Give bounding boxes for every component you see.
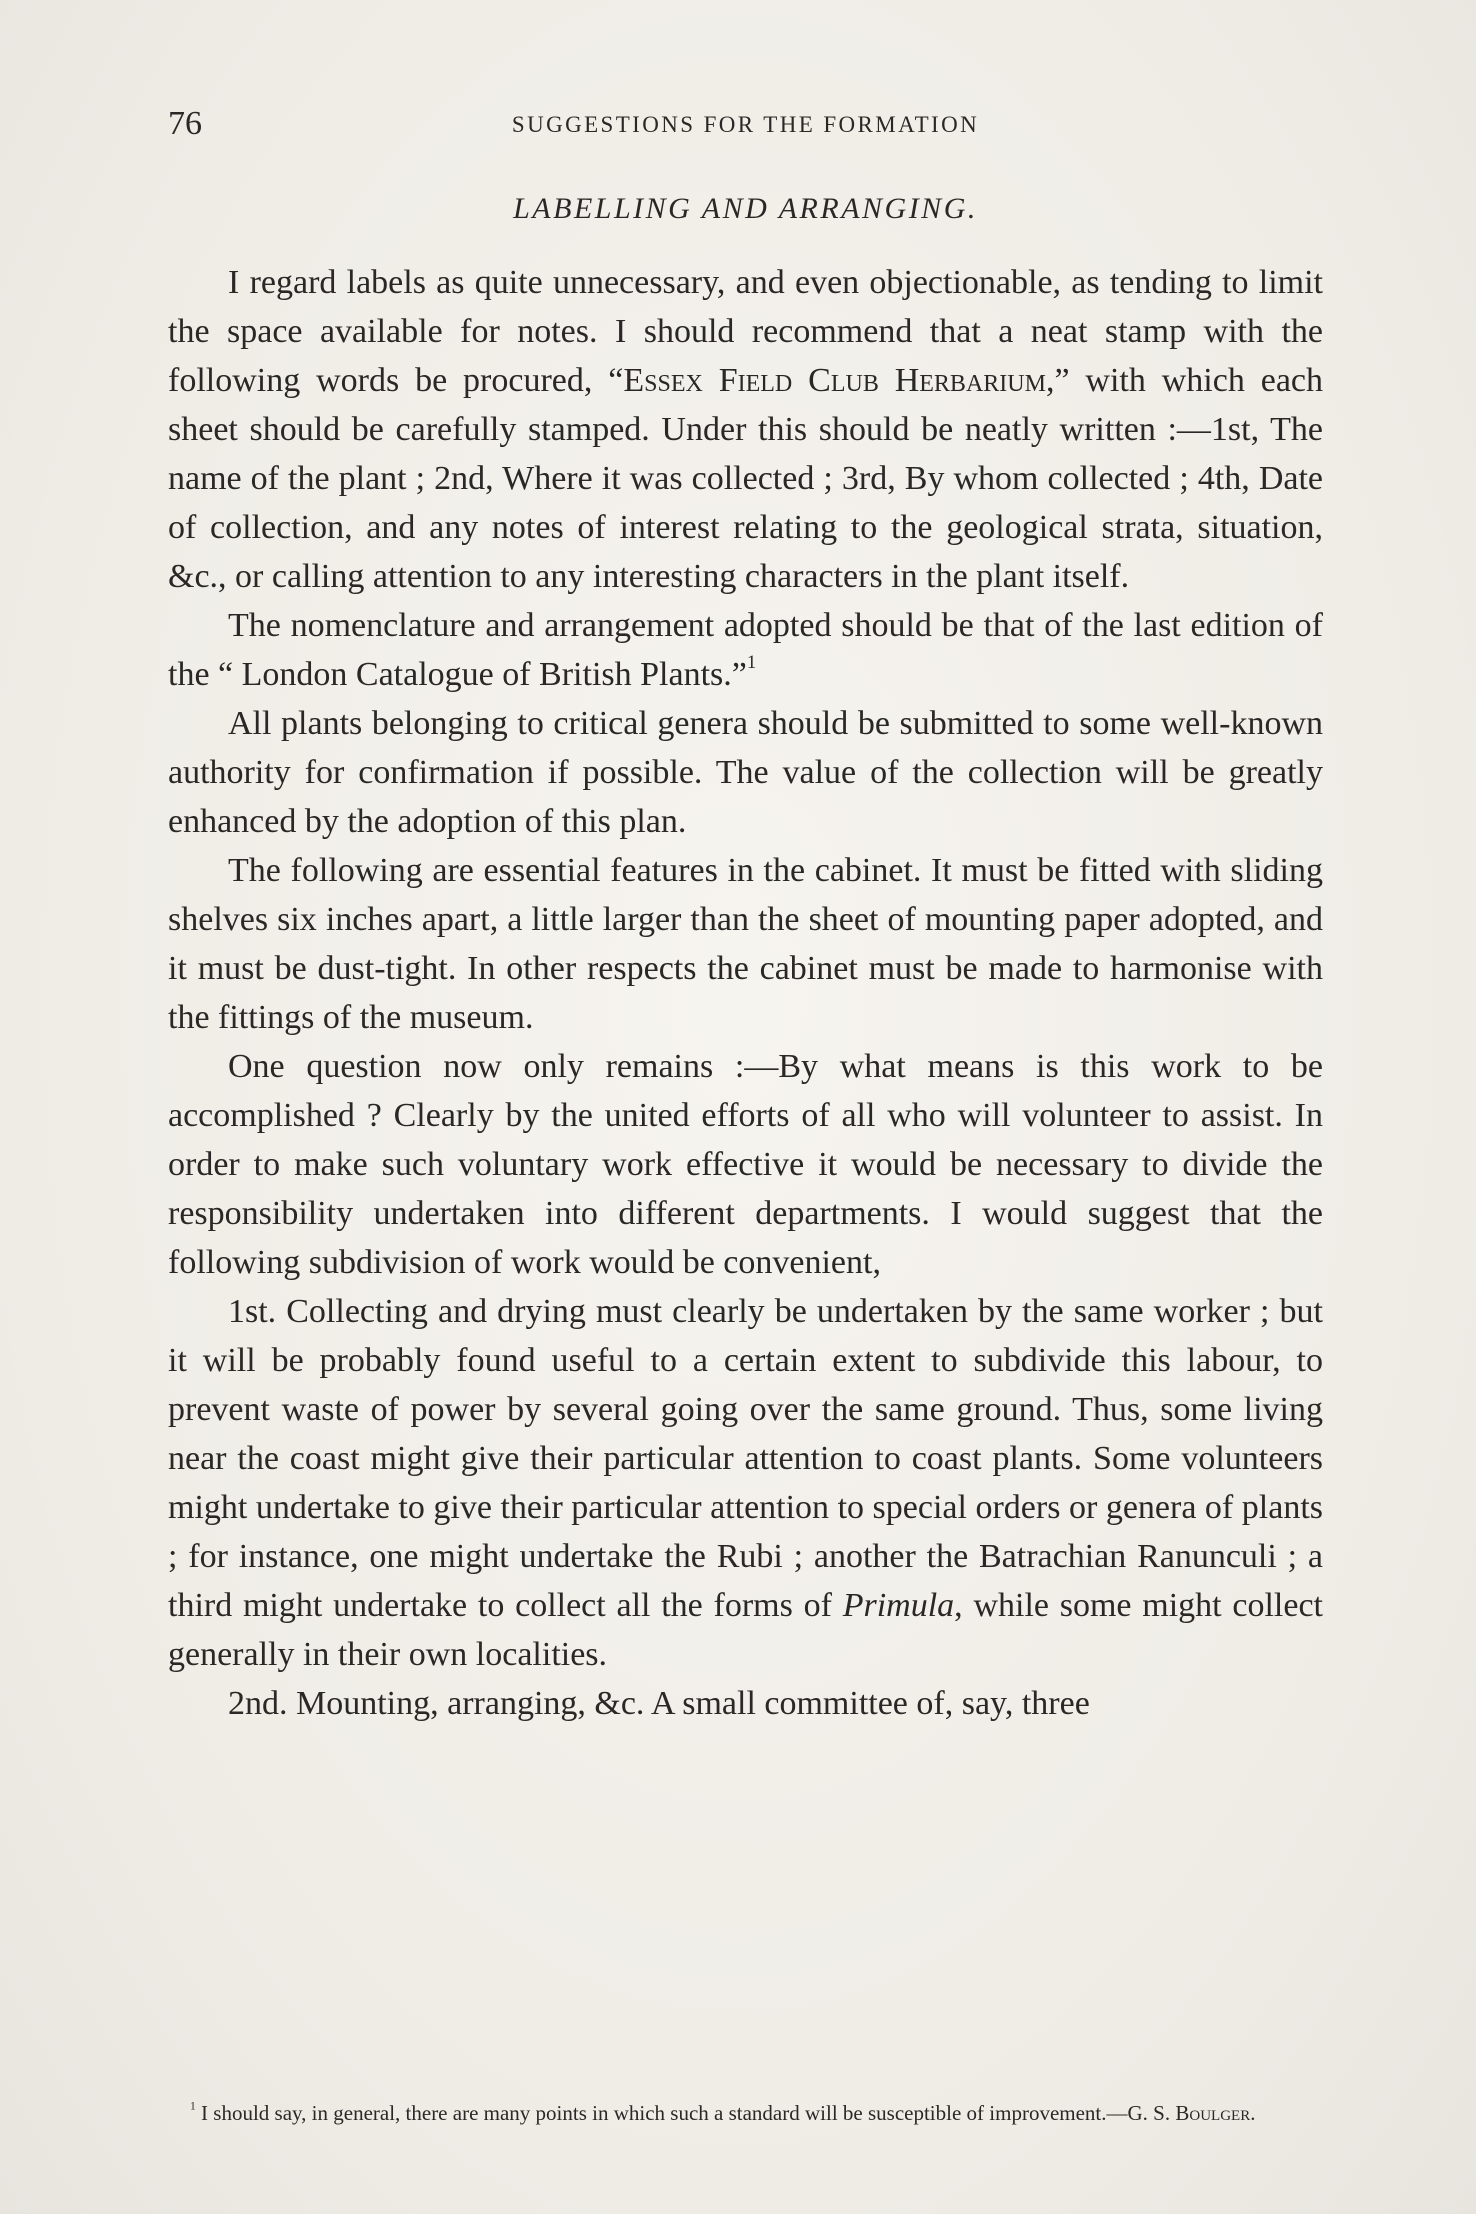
- paragraph-mounting: 2nd. Mounting, arranging, &c. A small committee of, say, three: [228, 1685, 1090, 1722]
- paragraph-collecting: [168, 1287, 1323, 1679]
- section-title: LABELLING AND ARRANGING.: [513, 192, 978, 225]
- footnote-author: Boulger.: [1175, 2101, 1256, 2125]
- page-number: 76: [168, 105, 202, 142]
- paragraph-text: The nomenclature and arrangement adopted should be that of the last edition of the “ London Catalogue of British Plants.”: [168, 607, 1323, 693]
- footnote: [168, 2101, 1323, 2126]
- footnote-marker: 1: [190, 2100, 196, 2113]
- italic-genus: Primula: [842, 1587, 955, 1624]
- paragraph-text: I regard labels as quite unnecessary, and even objectionable, as tending to limit the space available for notes. I should recommend that a neat stamp with the following words be procured, “: [168, 264, 1323, 399]
- paragraph-nomenclature: [168, 601, 1323, 699]
- paragraph-question: One question now only remains :—By what means is this work to be accomplished ? Clearly by the united efforts of all who will volunteer to assist. In order to make such voluntary work effective it would be necessary to divide the responsibility undertaken into different departments. I would suggest that the following subdivision of work would be convenient,: [168, 1048, 1323, 1281]
- footnote-reference: 1: [746, 652, 757, 674]
- paragraph-critical-genera: All plants belonging to critical genera should be submitted to some well-known authority for confirmation if possible. The value of the collection will be greatly enhanced by the adoption of this plan.: [168, 705, 1323, 840]
- paragraph-text: ” with which each sheet should be carefully stamped. Under this should be neatly written :—1st, The name of the plant ; 2nd, Where it was collected ; 3rd, By whom collected ; 4th, Date of collection, and any notes of interest relating to the geological strata, situation, &c., or calling attention to any interesting characters in the plant itself.: [168, 362, 1324, 595]
- herbarium-stamp-text: Essex Field Club Herbarium,: [623, 362, 1055, 399]
- footnote-text: I should say, in general, there are many points in which such a standard will be susceptible of improvement.—G. S.: [195, 2101, 1176, 2125]
- paragraph-cabinet: The following are essential features in the cabinet. It must be fitted with sliding shelves six inches apart, a little larger than the sheet of mounting paper adopted, and it must be dust-tight. In other respects the cabinet must be made to harmonise with the fittings of the museum.: [168, 852, 1323, 1036]
- running-head: SUGGESTIONS FOR THE FORMATION: [511, 112, 980, 137]
- page-header: [168, 104, 1323, 144]
- body-text: [168, 258, 1323, 1728]
- paragraph-text: 1st. Collecting and drying must clearly be undertaken by the same worker ; but it will be probably found useful to a certain extent to subdivide this labour, to prevent waste of power by several going over the same ground. Thus, some living near the coast might give their particular attention to coast plants. Some volunteers might undertake to give their particular attention to special orders or genera of plants ; for instance, one might undertake the Rubi ; another the Batrachian Ranunculi ; a third might undertake to collect all the forms of: [168, 1293, 1323, 1624]
- paragraph-text: , while some might collect generally in their own localities.: [168, 1587, 1323, 1673]
- paragraph-labels: [168, 258, 1323, 601]
